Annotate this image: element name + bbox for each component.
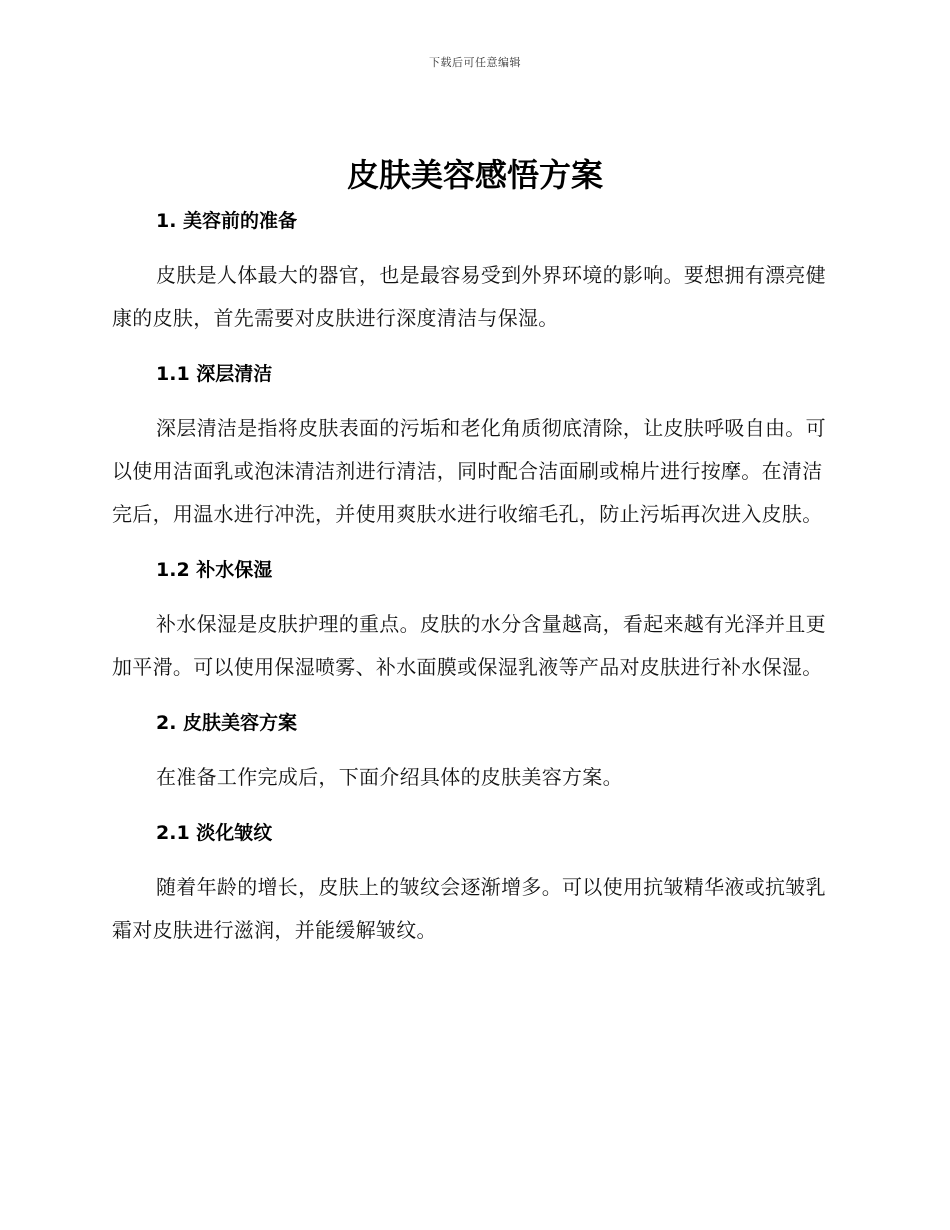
section-paragraph: 深层清洁是指将皮肤表面的污垢和老化角质彻底清除，让皮肤呼吸自由。可以使用洁面乳或泡沫清洁剂进行清洁，同时配合洁面刷或棉片进行按摩。在清洁完后，用温水进行冲洗，并使用爽肤水进行收缩毛孔，防止污垢再次进入皮肤。 <box>112 416 826 526</box>
section-heading: 1. 美容前的准备 <box>156 210 298 232</box>
section-paragraph: 随着年龄的增长，皮肤上的皱纹会逐渐增多。可以使用抗皱精华液或抗皱乳霜对皮肤进行滋润，并能缓解皱纹。 <box>112 875 826 942</box>
section-paragraph: 补水保湿是皮肤护理的重点。皮肤的水分含量越高，看起来越有光泽并且更加平滑。可以使用保湿喷雾、补水面膜或保湿乳液等产品对皮肤进行补水保湿。 <box>112 612 826 679</box>
document-title: 皮肤美容感悟方案 <box>346 156 603 194</box>
section-paragraph: 在准备工作完成后，下面介绍具体的皮肤美容方案。 <box>156 765 623 789</box>
section-paragraph: 皮肤是人体最大的器官，也是最容易受到外界环境的影响。要想拥有漂亮健康的皮肤，首先需要对皮肤进行深度清洁与保湿。 <box>112 263 826 330</box>
section-heading: 1.2 补水保湿 <box>156 559 273 581</box>
section-heading: 2.1 淡化皱纹 <box>156 822 273 844</box>
page-header-note: 下载后可任意编辑 <box>429 56 521 69</box>
section-heading: 1.1 深层清洁 <box>156 363 273 385</box>
document-body <box>112 200 832 952</box>
section-heading: 2. 皮肤美容方案 <box>156 712 298 734</box>
